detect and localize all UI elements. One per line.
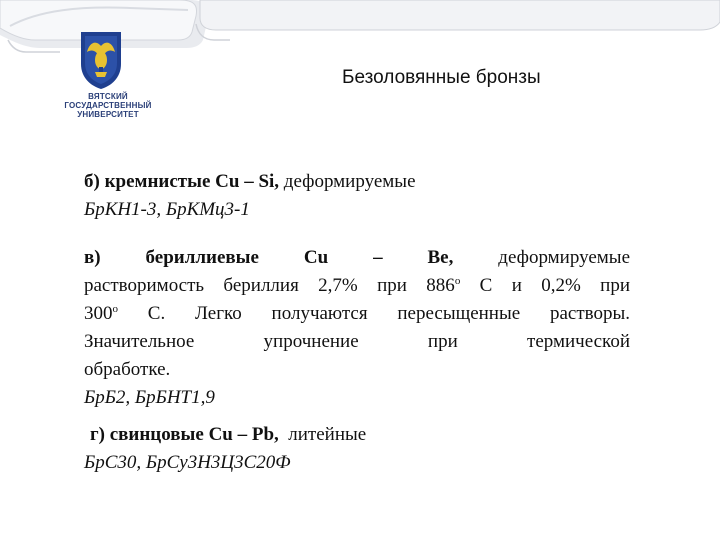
- alloy-grades: БрКН1-3, БрКМц3-1: [84, 199, 250, 220]
- university-name-line: ВЯТСКИЙ: [88, 92, 128, 101]
- university-name: [58, 92, 158, 119]
- section-marker: г): [90, 424, 105, 445]
- bronze-type: свинцовые: [109, 424, 204, 445]
- section-heading: [90, 421, 630, 449]
- university-logo: [78, 30, 124, 90]
- body-text-line: Значительное упрочнение при термической: [84, 331, 630, 352]
- section-lead-bronzes: [90, 421, 630, 449]
- section-heading: [84, 244, 630, 272]
- alloy-formula: Cu – Pb,: [208, 424, 279, 445]
- body-text-line: обработке.: [84, 359, 171, 380]
- slide-title: Безоловянные бронзы: [342, 67, 541, 88]
- university-name-line: ГОСУДАРСТВЕННЫЙ: [64, 101, 152, 110]
- bronze-property: деформируемые: [498, 247, 630, 268]
- text-fragment: растворимость бериллия 2,7% при 886: [84, 275, 455, 296]
- degree-sign: o: [454, 275, 461, 287]
- text-fragment: 300: [84, 303, 113, 324]
- university-name-line: УНИВЕРСИТЕТ: [77, 110, 139, 119]
- body-text-line: [84, 272, 630, 300]
- text-fragment: С и 0,2% при: [460, 275, 630, 296]
- bronze-property: деформируемые: [283, 171, 416, 192]
- alloy-grades: БрС30, БрСу3Н3Ц3С20Ф: [84, 452, 291, 473]
- bronze-property: литейные: [288, 424, 367, 445]
- degree-sign: o: [112, 303, 118, 315]
- bronze-type: бериллиевые: [145, 247, 259, 268]
- section-heading: [84, 168, 630, 196]
- body-text-line: [84, 300, 630, 328]
- section-beryllium-bronzes: [84, 244, 630, 412]
- bronze-type: кремнистые: [104, 171, 211, 192]
- section-marker: в): [84, 247, 101, 268]
- section-marker: б): [84, 171, 100, 192]
- alloy-formula: Cu – Si,: [215, 171, 280, 192]
- alloy-grades: БрБ2, БрБНТ1,9: [84, 387, 215, 408]
- alloy-formula: Cu – Be,: [303, 247, 454, 268]
- text-fragment: С. Легко получаются пересыщенные растворы.: [118, 303, 630, 324]
- section-silicon-bronzes: [84, 168, 630, 224]
